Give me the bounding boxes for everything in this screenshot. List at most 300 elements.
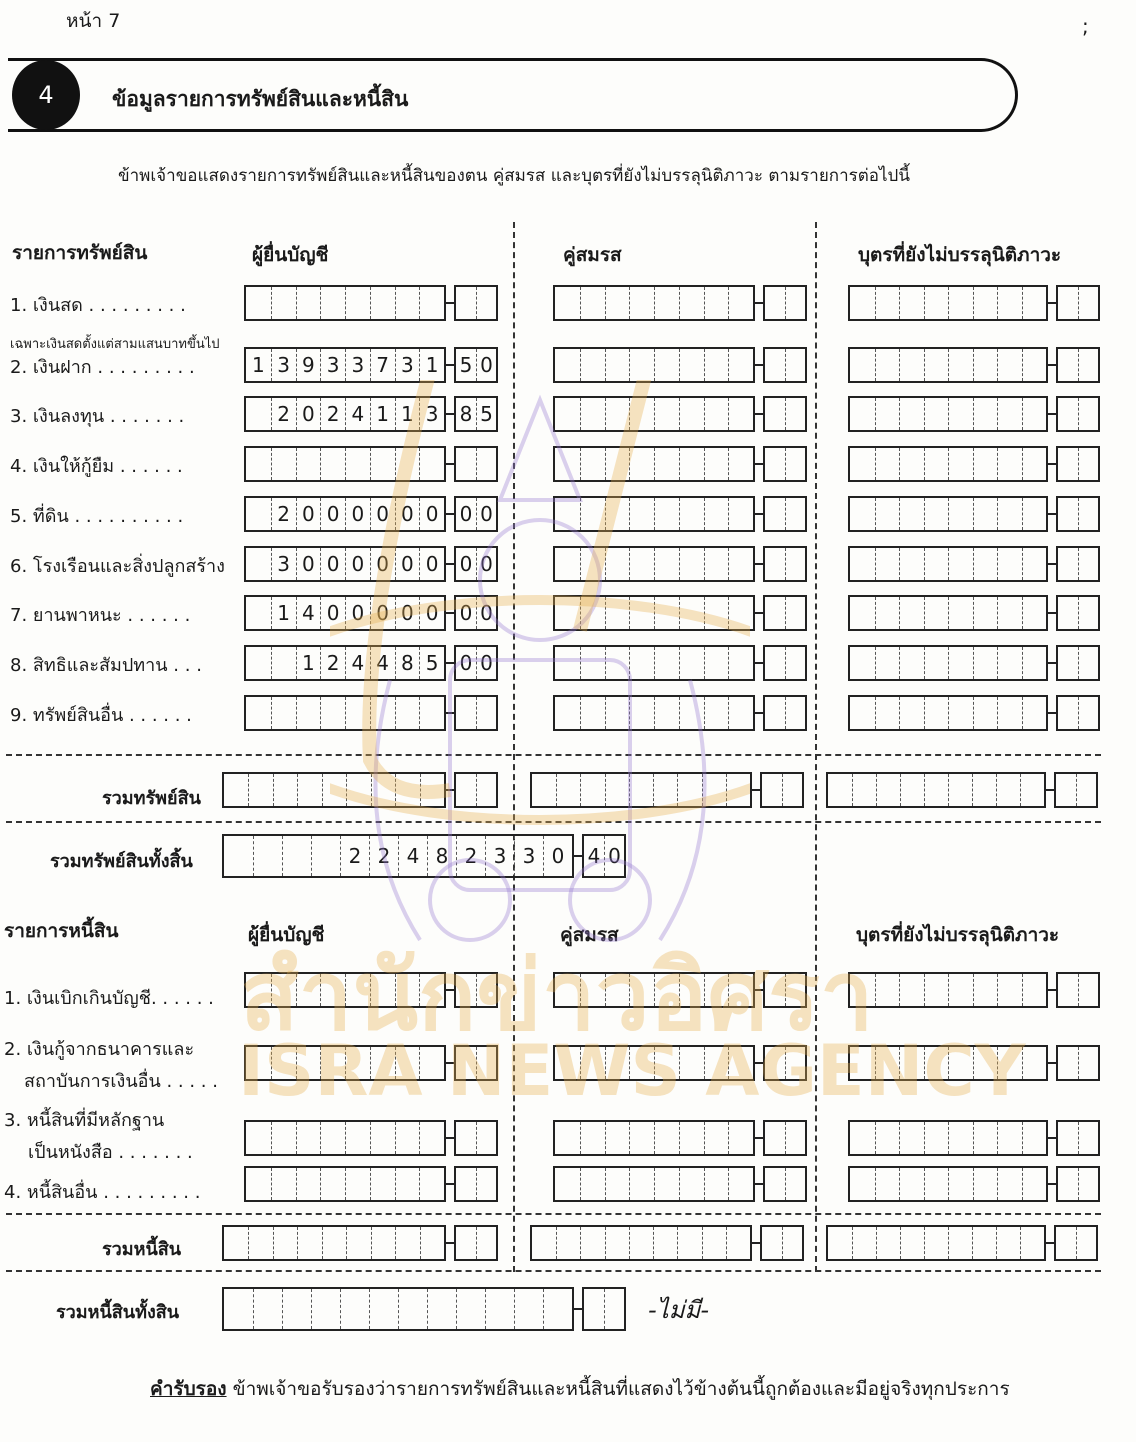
digit-cell [629,1168,654,1200]
digit-cell: 4 [398,836,427,876]
digit-cell: 1 [271,597,296,629]
digit-cell: 8 [459,402,473,426]
digit-cell [1022,647,1047,679]
digit-cell [556,1227,580,1259]
col-children: บุตรที่ยังไม่บรรลุนิติภาวะ [858,244,1062,266]
digit-cell [850,1122,875,1154]
digit-cell: 2 [320,398,345,430]
liability-child-amount[interactable] [848,1120,1100,1156]
digit-cell [997,974,1022,1006]
digit-cell [997,398,1022,430]
digit-cell: 3 [345,349,370,381]
digit-cell [899,647,924,679]
digit-cell [1078,597,1098,629]
digit-cell: 3 [485,836,514,876]
digit-cell: 4 [587,844,601,868]
asset-label: 7. ยานพาหนะ . . . . . . [10,605,191,626]
asset-filer-amount[interactable] [244,285,498,321]
digit-cell: 1 [370,398,395,430]
digit-cell [876,774,900,806]
digit-cell [765,349,785,381]
digit-cell [679,1122,704,1154]
digit-cell [1058,974,1078,1006]
digit-cell [476,1122,496,1154]
digit-cell [253,1289,282,1329]
digit-cell: 0 [395,597,420,629]
col-children: บุตรที่ยังไม่บรรลุนิติภาวะ [856,924,1060,946]
digit-cell [899,697,924,729]
digit-cell [875,697,900,729]
asset-child-amount[interactable] [848,285,1100,321]
digit-cell [398,1289,427,1329]
liabilities-heading: รายการหนี้สิน [4,920,119,942]
digit-cell [532,1227,556,1259]
liabilities-total-filer[interactable] [222,1225,498,1261]
digit-cell [924,1168,949,1200]
digit-cell: 2 [320,647,345,679]
digit-cell [1078,448,1098,480]
digit-cell [224,1289,253,1329]
digit-cell [1022,548,1047,580]
digit-cell: 5 [476,398,496,430]
asset-child-amount[interactable] [848,446,1100,482]
digit-cell [419,1122,444,1154]
digit-cell [271,1168,296,1200]
digit-cell [785,498,805,530]
digit-cell [346,1227,370,1259]
digit-cell [972,1227,996,1259]
digit-cell [246,448,271,480]
digit-cell [785,697,805,729]
page-number: หน้า 7 [66,10,121,32]
digit-cell [1058,597,1078,629]
digit-cell [456,1122,476,1154]
digit-cell [850,498,875,530]
digit-cell [899,349,924,381]
digit-cell [296,287,321,319]
col-spouse: คู่สมรส [563,244,622,266]
digit-cell [973,548,998,580]
digit-cell [1078,498,1098,530]
digit-cell [296,697,321,729]
digit-cell [1020,1227,1044,1259]
liability-filer-amount[interactable] [244,1120,498,1156]
digit-cell [948,398,973,430]
digit-cell [248,1227,272,1259]
digit-cell [899,498,924,530]
digit-cell [782,1227,802,1259]
asset-filer-amount[interactable] [244,347,498,383]
digit-cell: 4 [345,647,370,679]
digit-cell: 2 [340,836,369,876]
liability-spouse-amount[interactable] [553,1120,807,1156]
digit-cell [322,1227,346,1259]
digit-cell [555,1168,580,1200]
digit-cell [340,1289,369,1329]
asset-label: 5. ที่ดิน . . . . . . . . . . [10,506,184,527]
asset-child-amount[interactable] [848,347,1100,383]
digit-cell [1078,548,1098,580]
digit-cell: 0 [476,548,496,580]
digit-cell [765,597,785,629]
asset-child-amount[interactable] [848,496,1100,532]
digit-cell [948,1168,973,1200]
digit-cell: 0 [345,498,370,530]
digit-cell [997,647,1022,679]
handwritten-note: -ไม่มี- [648,1296,710,1324]
digit-cell [296,448,321,480]
digit-cell [728,349,753,381]
digit-cell [555,287,580,319]
digit-cell [765,1122,785,1154]
digit-cell [875,647,900,679]
digit-cell [485,1289,514,1329]
digit-cell [704,287,729,319]
digit-cell [875,548,900,580]
digit-cell [924,1227,948,1259]
digit-cell [728,1122,753,1154]
digit-cell [728,287,753,319]
digit-cell [427,1289,456,1329]
digit-cell [543,1289,572,1329]
digit-cell [997,448,1022,480]
digit-cell: 0 [296,548,321,580]
digit-cell [653,1227,677,1259]
asset-child-amount[interactable] [848,595,1100,631]
digit-cell: 8 [395,647,420,679]
digit-cell: 0 [604,836,624,876]
digit-cell [282,836,311,876]
intro-text: ข้าพเจ้าขอแสดงรายการทรัพย์สินและหนี้สินของตน คู่สมรส และบุตรที่ยังไม่บรรลุนิติภาวะ ตามรายการต่อไปนี้ [118,166,910,186]
digit-cell: 0 [320,548,345,580]
asset-child-amount[interactable] [848,546,1100,582]
digit-cell [605,1227,629,1259]
liabilities-total-child[interactable] [826,1225,1098,1261]
digit-cell [850,548,875,580]
digit-cell [924,287,949,319]
digit-cell [765,697,785,729]
digit-cell [584,1289,604,1329]
digit-cell [1058,349,1078,381]
liability-label: 2. เงินกู้จากธนาคารและ [4,1039,195,1060]
digit-cell: 4 [370,647,395,679]
digit-cell [1078,1168,1098,1200]
watermark-thai: สำนักข่าวอิศรา [240,940,874,1052]
liability-label: สถาบันการเงินอื่น . . . . . [24,1071,218,1092]
digit-cell [1078,1047,1098,1079]
liability-label: 3. หนี้สินที่มีหลักฐาน [4,1110,165,1131]
digit-cell [273,774,297,806]
digit-cell [1022,448,1047,480]
digit-cell [297,774,321,806]
liability-spouse-amount[interactable] [553,1166,807,1202]
digit-cell [852,774,876,806]
digit-cell [580,287,605,319]
digit-cell [320,1168,345,1200]
digit-cell [899,1122,924,1154]
digit-cell [679,287,704,319]
digit-cell [875,974,900,1006]
digit-cell [246,597,271,629]
digit-cell [704,1122,729,1154]
digit-cell [785,1168,805,1200]
col-filer: ผู้ยื่นบัญชี [248,924,325,946]
digit-cell [654,349,679,381]
digit-cell: 0 [543,836,572,876]
digit-cell [996,1227,1020,1259]
digit-cell [1058,1122,1078,1154]
digit-cell [875,498,900,530]
digit-cell [948,1227,972,1259]
asset-spouse-amount[interactable] [553,285,807,321]
digit-cell [1078,974,1098,1006]
digit-cell: 0 [345,597,370,629]
digit-cell [246,398,271,430]
certification-title: คำรับรอง [150,1378,227,1400]
digit-cell [1022,1168,1047,1200]
assets-total-child[interactable] [826,772,1098,808]
digit-cell [852,1227,876,1259]
digit-cell [875,287,900,319]
digit-cell [785,647,805,679]
liability-label: 4. หนี้สินอื่น . . . . . . . . . [4,1182,201,1203]
digit-cell [1058,647,1078,679]
corner-mark: ; [1082,14,1089,38]
asset-label: 6. โรงเรือนและสิ่งปลูกสร้าง [10,556,225,577]
digit-cell [948,287,973,319]
digit-cell [973,974,998,1006]
digit-cell [296,1122,321,1154]
digit-cell: 0 [320,498,345,530]
digit-cell [629,349,654,381]
digit-cell [1022,597,1047,629]
digit-cell: 2 [456,836,485,876]
digit-cell [924,974,949,1006]
digit-cell: 0 [459,651,473,675]
digit-cell [704,1168,729,1200]
digit-cell [370,287,395,319]
digit-cell [271,647,296,679]
digit-cell [924,647,949,679]
digit-cell [395,1168,420,1200]
digit-cell [702,1227,726,1259]
digit-cell [629,1227,653,1259]
digit-cell [996,774,1020,806]
digit-cell [654,1122,679,1154]
digit-cell: 3 [514,836,543,876]
digit-cell [785,287,805,319]
digit-cell: 3 [320,349,345,381]
liabilities-total-label: รวมหนี้สิน [102,1239,182,1260]
digit-cell [604,1289,624,1329]
digit-cell [1058,548,1078,580]
digit-cell [785,398,805,430]
divider [6,1213,1101,1215]
digit-cell [1058,697,1078,729]
digit-cell [765,398,785,430]
digit-cell: 1 [296,647,321,679]
digit-cell [345,1122,370,1154]
digit-cell [271,1122,296,1154]
digit-cell [1058,1168,1078,1200]
digit-cell [1076,1227,1096,1259]
digit-cell [765,647,785,679]
digit-cell [1022,974,1047,1006]
liabilities-total-spouse[interactable] [530,1225,804,1261]
digit-cell: 0 [296,398,321,430]
asset-spouse-amount[interactable] [553,347,807,383]
digit-cell [1022,498,1047,530]
digit-cell [605,349,630,381]
digit-cell [899,974,924,1006]
digit-cell [785,1122,805,1154]
digit-cell [654,287,679,319]
digit-cell [514,1289,543,1329]
digit-cell [924,548,949,580]
digit-cell [1058,398,1078,430]
digit-cell: 3 [271,349,296,381]
digit-cell [1078,647,1098,679]
digit-cell [704,349,729,381]
digit-cell [850,287,875,319]
digit-cell [1058,1047,1078,1079]
digit-cell [605,1122,630,1154]
digit-cell [419,1168,444,1200]
digit-cell [973,597,998,629]
digit-cell [605,287,630,319]
digit-cell [345,287,370,319]
digit-cell: 0 [459,502,473,526]
asset-child-amount[interactable] [848,645,1100,681]
digit-cell [1058,498,1078,530]
digit-cell: 3 [271,548,296,580]
digit-cell: 2 [271,498,296,530]
digit-cell [875,448,900,480]
digit-cell [296,1168,321,1200]
asset-label: 9. ทรัพย์สินอื่น . . . . . . [10,705,192,726]
digit-cell: 4 [345,398,370,430]
digit-cell [271,287,296,319]
digit-cell [456,1227,476,1259]
liability-child-amount[interactable] [848,972,1100,1008]
digit-cell [395,1227,419,1259]
digit-cell: 0 [370,498,395,530]
digit-cell [246,1122,271,1154]
digit-cell: 0 [395,498,420,530]
digit-cell [555,349,580,381]
digit-cell [311,1289,340,1329]
asset-child-amount[interactable] [848,396,1100,432]
digit-cell [370,1168,395,1200]
asset-label: 8. สิทธิและสัมปทาน . . . [10,655,202,676]
digit-cell [246,498,271,530]
digit-cell: 0 [476,498,496,530]
digit-cell [924,1122,949,1154]
digit-cell: 1 [395,398,420,430]
digit-cell [246,697,271,729]
digit-cell [1022,398,1047,430]
asset-label: 3. เงินลงทุน . . . . . . . [10,406,185,427]
digit-cell [456,287,476,319]
digit-cell [924,697,949,729]
digit-cell [948,448,973,480]
digit-cell [580,349,605,381]
digit-cell: 5 [459,353,473,377]
digit-cell [629,287,654,319]
digit-cell [246,548,271,580]
digit-cell [1078,1122,1098,1154]
liabilities-grand-total-amount[interactable] [222,1287,626,1331]
digit-cell [948,697,973,729]
digit-cell [369,1289,398,1329]
digit-cell [850,398,875,430]
liability-filer-amount[interactable] [244,1166,498,1202]
digit-cell [875,1122,900,1154]
digit-cell [271,448,296,480]
digit-cell: 4 [296,597,321,629]
digit-cell [555,1122,580,1154]
digit-cell [948,647,973,679]
digit-cell [850,597,875,629]
digit-cell [899,1168,924,1200]
digit-cell [948,498,973,530]
digit-cell [924,448,949,480]
digit-cell [997,697,1022,729]
column-separator [815,222,817,1272]
col-spouse: คู่สมรส [560,924,619,946]
section-title: ข้อมูลรายการทรัพย์สินและหนี้สิน [112,87,409,111]
digit-cell: 2 [369,836,398,876]
digit-cell [765,448,785,480]
asset-child-amount[interactable] [848,695,1100,731]
digit-cell [762,1227,782,1259]
digit-cell [924,597,949,629]
digit-cell [899,548,924,580]
digit-cell [1056,1227,1076,1259]
digit-cell [605,1168,630,1200]
digit-cell: 0 [345,548,370,580]
digit-cell [899,398,924,430]
digit-cell [765,287,785,319]
digit-cell [765,548,785,580]
digit-cell [973,498,998,530]
col-filer: ผู้ยื่นบัญชี [252,244,329,266]
digit-cell [924,774,948,806]
digit-cell [876,1227,900,1259]
liabilities-grand-total-label: รวมหนี้สินทั้งสิน [56,1302,180,1323]
digit-cell [850,349,875,381]
digit-cell [924,398,949,430]
liability-child-amount[interactable] [848,1166,1100,1202]
digit-cell [973,1122,998,1154]
digit-cell: 0 [476,597,496,629]
digit-cell [728,1168,753,1200]
digit-cell: 1 [419,349,444,381]
section-number-badge: 4 [12,60,80,130]
digit-cell [1022,349,1047,381]
digit-cell [679,1168,704,1200]
certification-text: ข้าพเจ้าขอรับรองว่ารายการทรัพย์สินและหนี้สินที่แสดงไว้ข้างต้นนี้ถูกต้องและมีอยู่จริงทุกประการ [226,1378,1010,1400]
digit-cell [282,1289,311,1329]
digit-cell [997,498,1022,530]
digit-cell [948,774,972,806]
digit-cell: 1 [252,353,265,377]
digit-cell: 5 [419,647,444,679]
digit-cell [476,1227,496,1259]
certification [150,1374,1010,1404]
digit-cell [765,498,785,530]
digit-cell [973,287,998,319]
